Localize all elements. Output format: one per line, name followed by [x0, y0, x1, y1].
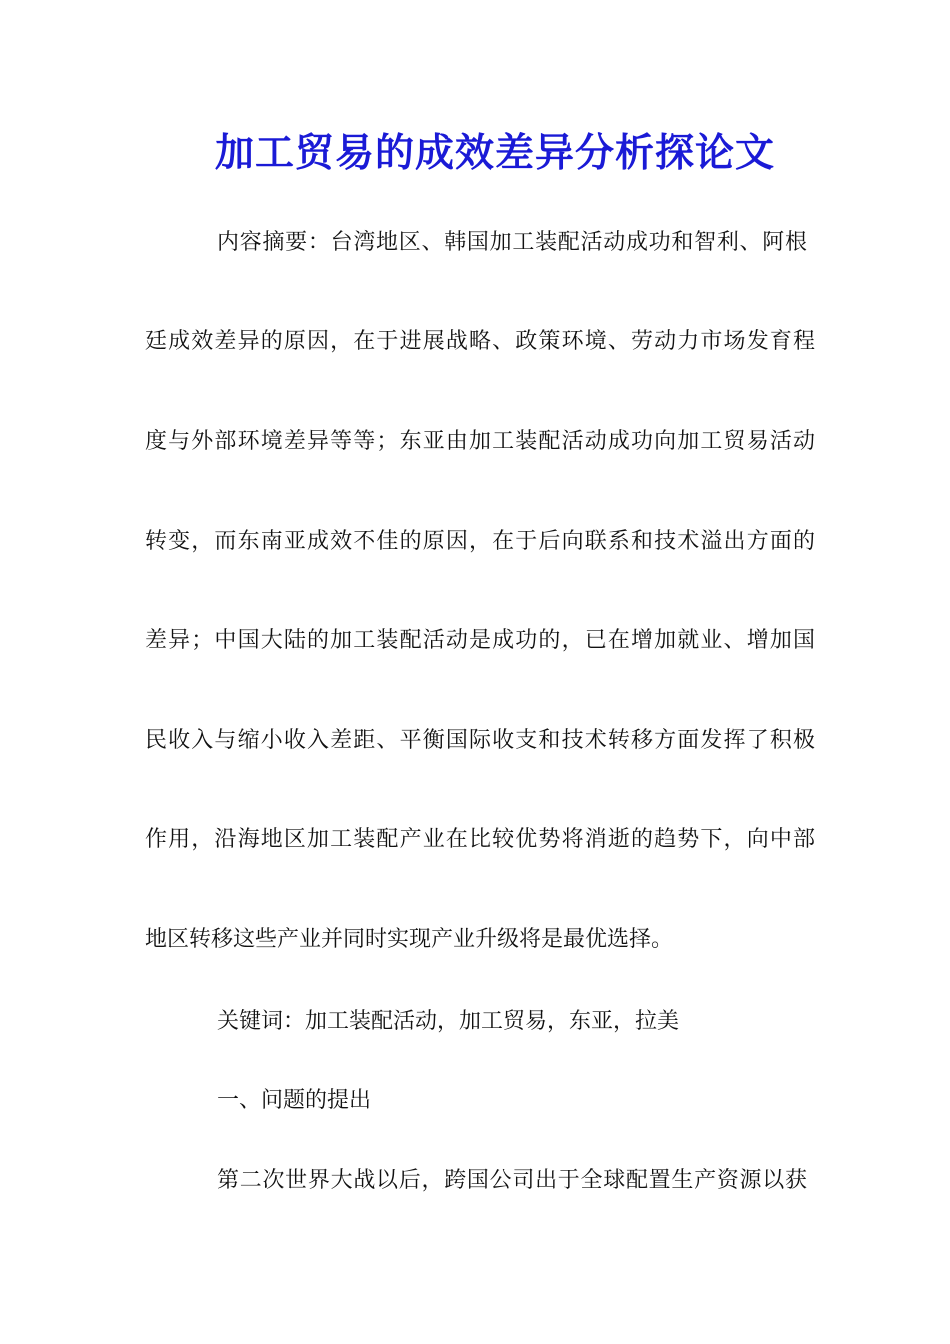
- abstract-line: 差异；中国大陆的加工装配活动是成功的，已在增加就业、增加国: [145, 628, 815, 653]
- abstract-line: 度与外部环境差异等等；东亚由加工装配活动成功向加工贸易活动: [145, 429, 815, 454]
- keywords-line: 关键词：加工装配活动，加工贸易，东亚，拉美: [217, 1009, 680, 1034]
- section-heading: 一、问题的提出: [217, 1088, 372, 1113]
- abstract-line: 廷成效差异的原因，在于进展战略、政策环境、劳动力市场发育程: [145, 329, 815, 354]
- abstract-line: 转变，而东南亚成效不佳的原因，在于后向联系和技术溢出方面的: [145, 529, 815, 554]
- body-paragraph-line: 第二次世界大战以后，跨国公司出于全球配置生产资源以获: [217, 1168, 807, 1193]
- abstract-line: 内容摘要：台湾地区、韩国加工装配活动成功和智利、阿根: [217, 230, 807, 255]
- abstract-line: 作用，沿海地区加工装配产业在比较优势将消逝的趋势下，向中部: [145, 827, 815, 852]
- abstract-line: 民收入与缩小收入差距、平衡国际收支和技术转移方面发挥了积极: [145, 728, 815, 753]
- document-title: 加工贸易的成效差异分析探论文: [214, 130, 775, 176]
- abstract-line: 地区转移这些产业并同时实现产业升级将是最优选择。: [145, 927, 674, 952]
